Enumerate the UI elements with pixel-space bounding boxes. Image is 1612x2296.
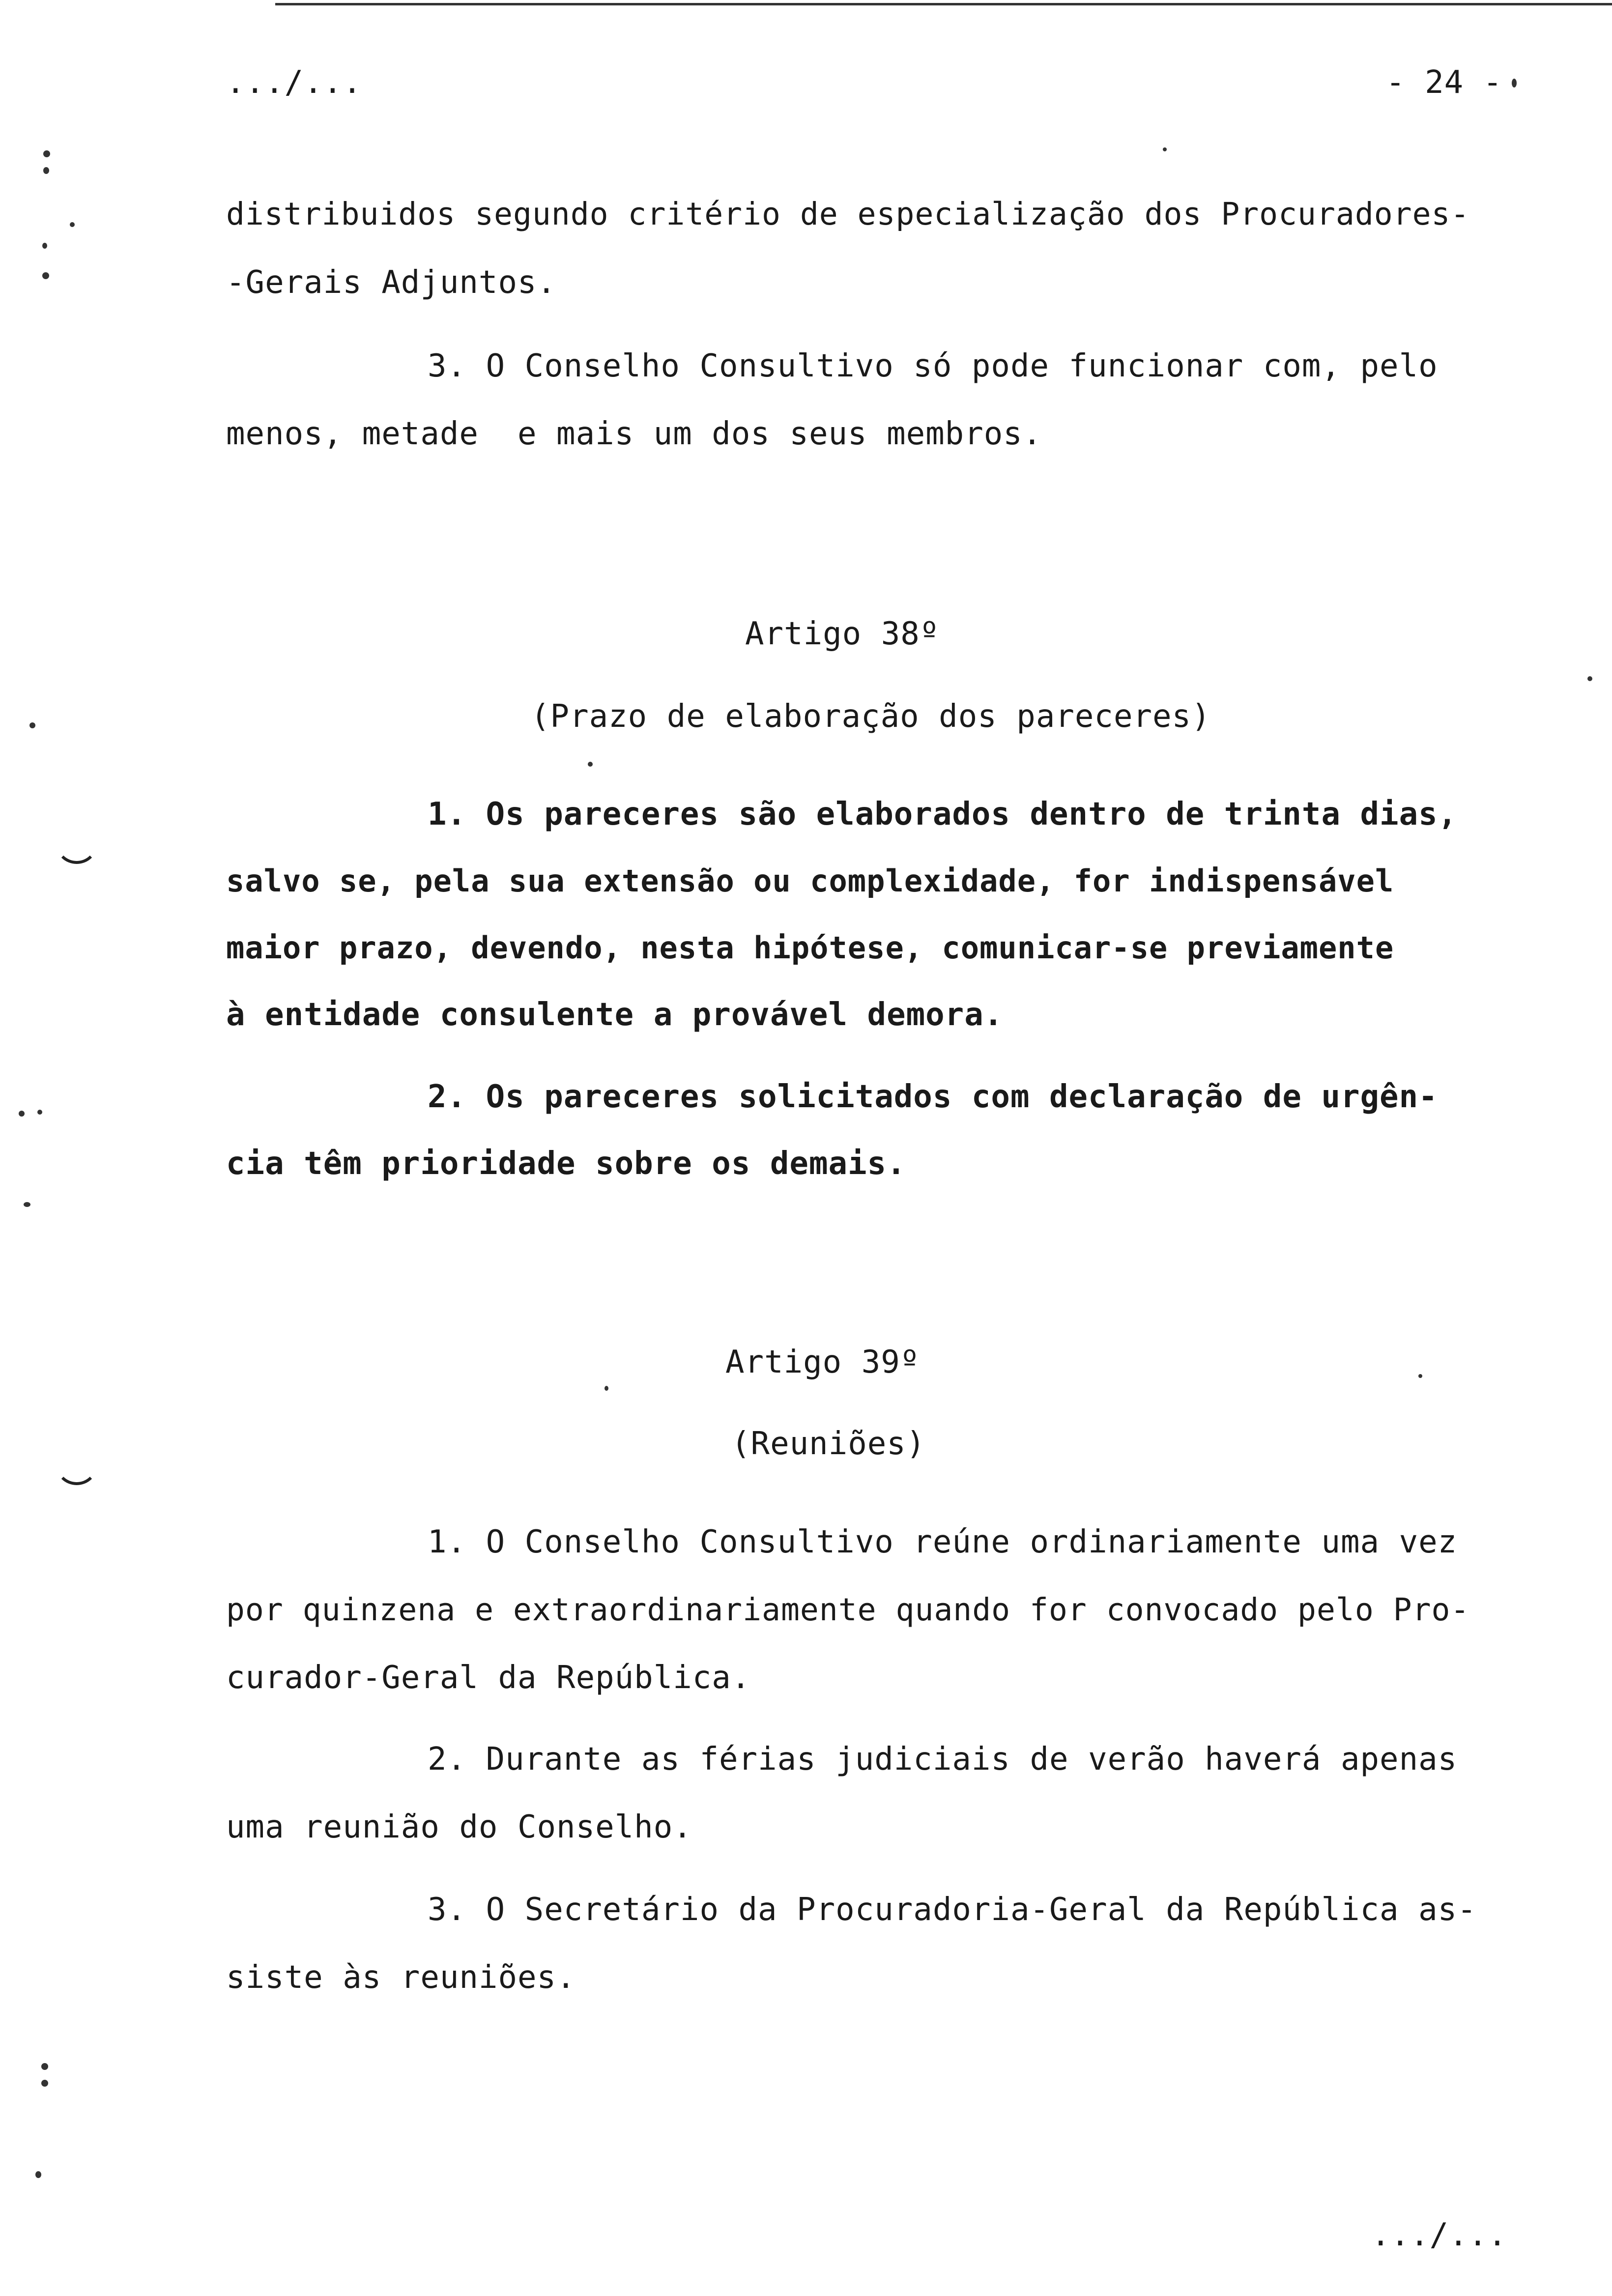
para3-line-1: 3. O Conselho Consultivo só pode funcionar com, pelo bbox=[428, 348, 1438, 384]
article-39-p3-line-2: siste às reuniões. bbox=[226, 1959, 576, 1996]
scan-speck bbox=[70, 222, 75, 227]
article-39-p2-line-1: 2. Durante as férias judiciais de verão haverá apenas bbox=[428, 1741, 1458, 1778]
page-number: - 24 - bbox=[1386, 64, 1503, 101]
article-38-p1-line-2: salvo se, pela sua extensão ou complexidade, for indispensável bbox=[226, 863, 1394, 899]
article-39-p1-line-1: 1. O Conselho Consultivo reúne ordinariamente uma vez bbox=[428, 1524, 1458, 1560]
scan-speck bbox=[604, 1386, 608, 1391]
article-38-subtitle: (Prazo de elaboração dos pareceres) bbox=[531, 698, 1211, 735]
scan-hole-punch-mark bbox=[55, 1463, 98, 1485]
scan-speck bbox=[43, 167, 49, 174]
article-39-p1-line-3: curador-Geral da República. bbox=[226, 1660, 751, 1696]
scan-speck bbox=[1418, 1374, 1422, 1378]
scan-speck bbox=[35, 2171, 41, 2178]
continued-from-marker: .../... bbox=[226, 64, 362, 101]
article-39-p3-line-1: 3. O Secretário da Procuradoria-Geral da República as- bbox=[428, 1892, 1477, 1928]
scan-speck bbox=[41, 2080, 48, 2087]
continuation-line-1: distribuidos segundo critério de especialização dos Procuradores- bbox=[226, 196, 1470, 232]
para3-line-2: menos, metade e mais um dos seus membros. bbox=[226, 416, 1042, 452]
scan-speck bbox=[1163, 147, 1167, 151]
article-38-p1-line-4: à entidade consulente a provável demora. bbox=[226, 997, 1004, 1033]
article-39-heading: Artigo 39º bbox=[725, 1344, 920, 1380]
continuation-line-2: -Gerais Adjuntos. bbox=[226, 264, 557, 301]
scan-speck bbox=[42, 243, 47, 249]
article-38-p2-line-2: cia têm prioridade sobre os demais. bbox=[226, 1146, 906, 1182]
scan-speck bbox=[37, 1110, 42, 1115]
article-38-heading: Artigo 38º bbox=[745, 616, 940, 652]
article-39-p2-line-2: uma reunião do Conselho. bbox=[226, 1809, 692, 1845]
scan-speck bbox=[588, 762, 593, 767]
scan-speck bbox=[43, 150, 50, 157]
scan-speck bbox=[42, 272, 49, 279]
article-38-p2-line-1: 2. Os pareceres solicitados com declaração de urgên- bbox=[428, 1079, 1438, 1115]
continues-marker: .../... bbox=[1371, 2217, 1507, 2253]
scan-speck bbox=[29, 722, 35, 728]
article-39-subtitle: (Reuniões) bbox=[731, 1426, 926, 1462]
top-edge-rule bbox=[275, 3, 1612, 5]
scan-speck bbox=[41, 2063, 48, 2070]
article-38-p1-line-1: 1. Os pareceres são elaborados dentro de trinta dias, bbox=[428, 796, 1458, 832]
article-39-p1-line-2: por quinzena e extraordinariamente quando for convocado pelo Pro- bbox=[226, 1592, 1470, 1628]
scan-speck bbox=[24, 1202, 30, 1207]
scan-speck bbox=[19, 1111, 25, 1117]
article-38-p1-line-3: maior prazo, devendo, nesta hipótese, comunicar-se previamente bbox=[226, 930, 1394, 966]
scan-speck bbox=[1512, 79, 1517, 87]
scan-speck bbox=[1587, 676, 1592, 681]
scan-hole-punch-mark bbox=[55, 841, 98, 864]
